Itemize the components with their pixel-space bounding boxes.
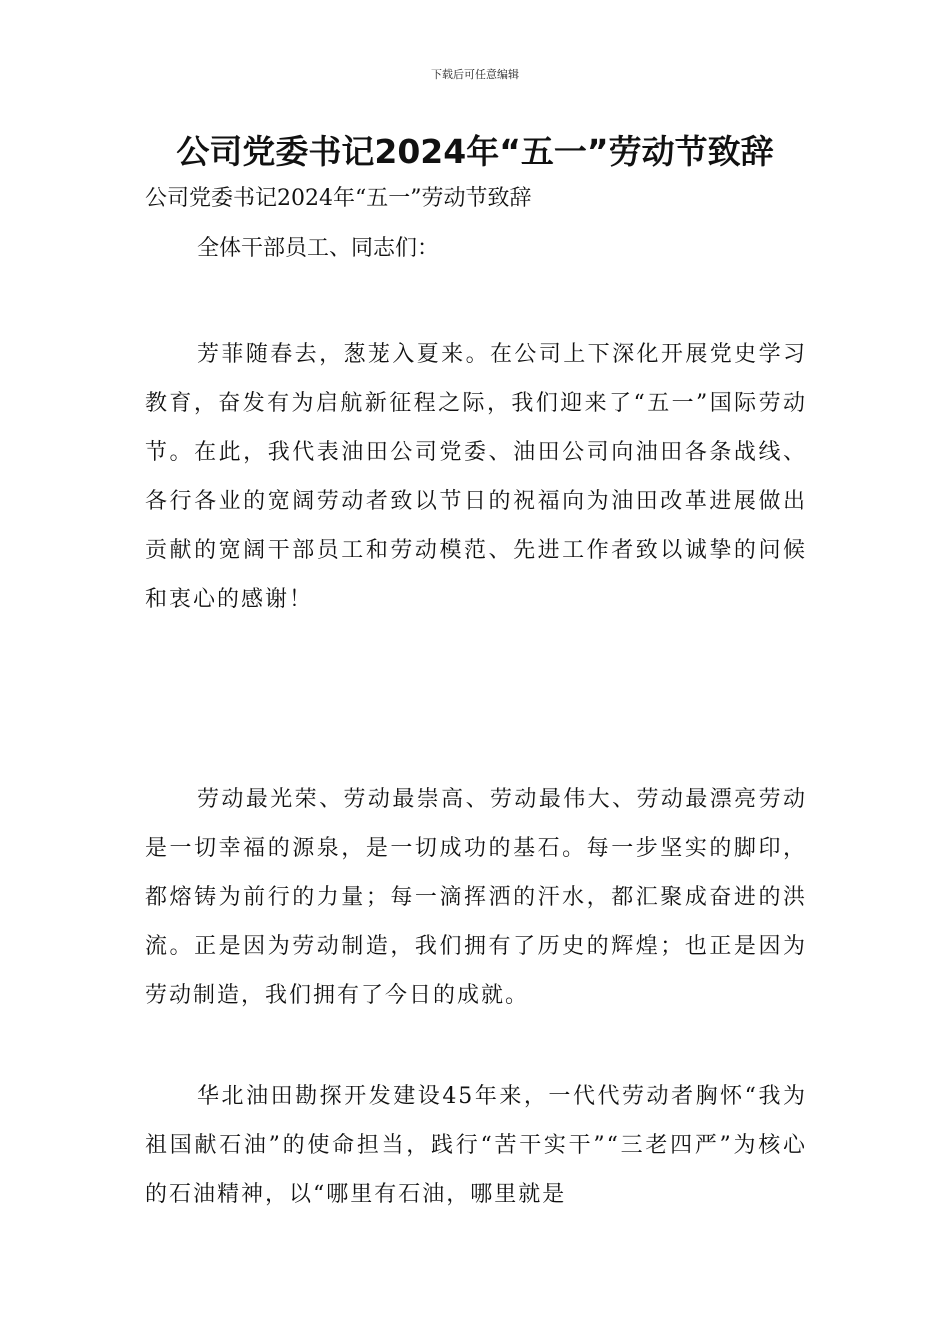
paragraph-2: 劳动最光荣、劳动最崇高、劳动最伟大、劳动最漂亮劳动是一切幸福的源泉，是一切成功的基石。每一步坚实的脚印，都熔铸为前行的力量；每一滴挥洒的汗水，都汇聚成奋进的洪流。正是因为劳动制造，我们拥有了历史的辉煌；也正是因为劳动制造，我们拥有了今日的成就。 [145, 787, 807, 1008]
document-subtitle: 公司党委书记2024年“五一”劳动节致辞 [145, 186, 532, 211]
paragraph-3: 华北油田勘探开发建设45年来，一代代劳动者胸怀“我为祖国献石油”的使命担当，践行“苦干实干”“三老四严”为核心的石油精神，以“哪里有石油，哪里就是 [145, 1084, 807, 1207]
paragraph-1: 芳菲随春去，葱茏入夏来。在公司上下深化开展党史学习教育，奋发有为启航新征程之际，我们迎来了“五一”国际劳动节。在此，我代表油田公司党委、油田公司向油田各条战线、各行各业的宽阔劳动者致以节日的祝福向为油田改革进展做出贡献的宽阔干部员工和劳动模范、先进工作者致以诚挚的问候和衷心的感谢！ [145, 342, 807, 612]
document-title: 公司党委书记2024年“五一”劳动节致辞 [176, 132, 774, 171]
salutation: 全体干部员工、同志们： [197, 236, 440, 261]
download-note: 下载后可任意编辑 [431, 68, 519, 81]
